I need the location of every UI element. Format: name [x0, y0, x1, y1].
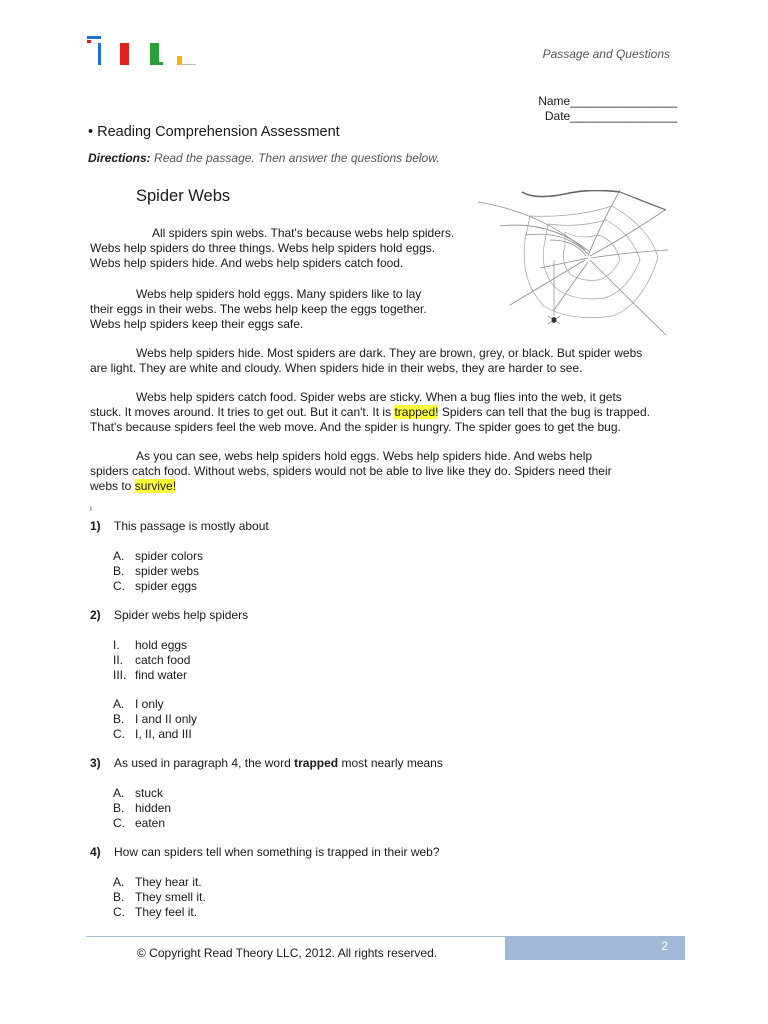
- option-letter: C.: [113, 726, 125, 741]
- paragraph-line: spiders catch food. Without webs, spiders would not be able to live like they do. Spiders need their: [90, 463, 612, 478]
- directions-text: Read the passage. Then answer the questions below.: [150, 151, 440, 165]
- option-text: They hear it.: [135, 875, 202, 889]
- paragraph-line: Webs help spiders keep their eggs safe.: [90, 316, 304, 331]
- answer-option[interactable]: [113, 816, 171, 831]
- statement-numeral: II.: [113, 652, 124, 667]
- question-3: [90, 756, 443, 771]
- option-text: spider eggs: [135, 578, 198, 593]
- paragraph-line: As you can see, webs help spiders hold eggs. Webs help spiders hide. And webs help: [136, 449, 593, 463]
- highlight-survive: survive!: [134, 478, 177, 493]
- paragraph-line: Webs help spiders do three things. Webs help spiders hold eggs.: [90, 240, 436, 255]
- option-letter: A.: [113, 786, 125, 800]
- assessment-title: • Reading Comprehension Assessment: [88, 124, 340, 140]
- question-number: 2): [90, 608, 101, 622]
- directions-label: Directions:: [88, 151, 151, 165]
- spider-web-illustration: [470, 190, 670, 338]
- statement-item: [113, 653, 190, 668]
- option-text: I and II only: [135, 711, 198, 726]
- option-text: They smell it.: [135, 889, 206, 904]
- answer-option[interactable]: [113, 905, 206, 920]
- passage-paragraph-3: [90, 346, 642, 376]
- paragraph-line: Webs help spiders catch food. Spider webs are sticky. When a bug flies into the web, it gets: [136, 390, 622, 404]
- footer-divider: [86, 936, 506, 937]
- page-number: 2: [661, 939, 668, 953]
- answer-option[interactable]: [113, 786, 171, 801]
- option-text: I, II, and III: [135, 726, 192, 741]
- passage-paragraph-5: [90, 449, 612, 493]
- option-text: They feel it.: [135, 904, 198, 919]
- question-number: 1): [90, 519, 101, 533]
- paragraph-line: their eggs in their webs. The webs help keep the eggs together.: [90, 301, 427, 316]
- question-4-options: [113, 875, 206, 919]
- answer-option[interactable]: [113, 564, 203, 579]
- answer-option[interactable]: [113, 890, 206, 905]
- answer-option[interactable]: [113, 801, 171, 816]
- question-1: [90, 519, 269, 534]
- footer-page-box: [505, 936, 685, 960]
- passage-paragraph-2: [90, 287, 427, 331]
- statement-numeral: I.: [113, 638, 120, 652]
- text-run: webs to: [90, 478, 135, 493]
- question-4: [90, 845, 440, 860]
- directions: [88, 151, 440, 165]
- answer-option[interactable]: [113, 549, 203, 564]
- option-letter: B.: [113, 889, 125, 904]
- paragraph-line: Webs help spiders hide. And webs help spiders catch food.: [90, 255, 404, 270]
- paragraph-line: Webs help spiders hold eggs. Many spiders like to lay: [136, 287, 422, 301]
- paragraph-line: All spiders spin webs. That's because webs help spiders.: [152, 226, 455, 240]
- passage-paragraph-4: [90, 390, 650, 434]
- header-title: Passage and Questions: [542, 47, 670, 61]
- name-line: Name________________: [538, 94, 677, 108]
- statement-text: find water: [135, 667, 188, 682]
- option-letter: B.: [113, 563, 125, 578]
- question-3-options: [113, 786, 171, 830]
- option-text: hidden: [135, 800, 172, 815]
- option-text: I only: [135, 697, 164, 711]
- option-text: spider colors: [135, 549, 204, 563]
- paragraph-line: [90, 405, 650, 420]
- paragraph-line: are light. They are white and cloudy. When spiders hide in their webs, they are harder to see.: [90, 360, 583, 375]
- option-letter: C.: [113, 904, 125, 919]
- answer-option[interactable]: [113, 875, 206, 890]
- passage-paragraph-1: [90, 226, 454, 270]
- question-2: [90, 608, 248, 623]
- passage-title: Spider Webs: [136, 187, 231, 205]
- question-text: As used in paragraph 4, the word: [114, 756, 295, 770]
- highlight-trapped: trapped!: [394, 404, 439, 419]
- answer-option[interactable]: [113, 697, 197, 712]
- statement-item: [113, 638, 190, 653]
- date-line: Date________________: [544, 109, 677, 123]
- paragraph-line: That's because spiders feel the web move. And the spider is hungry. The spider goes to get the bug.: [90, 419, 621, 434]
- question-text: How can spiders tell when something is trapped in their web?: [114, 845, 440, 859]
- statement-text: catch food: [135, 652, 191, 667]
- question-number: 3): [90, 756, 101, 770]
- paragraph-line: [90, 479, 612, 494]
- question-text: Spider webs help spiders: [114, 608, 249, 622]
- answer-option[interactable]: [113, 712, 197, 727]
- question-1-options: [113, 549, 203, 593]
- answer-option[interactable]: [113, 579, 203, 594]
- question-keyword: trapped: [294, 756, 339, 770]
- option-letter: A.: [113, 875, 125, 889]
- answer-option[interactable]: [113, 727, 197, 742]
- statement-text: hold eggs: [135, 638, 188, 652]
- copyright-notice: © Copyright Read Theory LLC, 2012. All rights reserved.: [137, 946, 438, 960]
- question-text: This passage is mostly about: [114, 519, 269, 533]
- statement-numeral: III.: [113, 667, 127, 682]
- option-letter: A.: [113, 549, 125, 563]
- option-text: eaten: [135, 815, 166, 830]
- statement-item: [113, 668, 190, 683]
- text-run: Spiders can tell that the bug is trapped.: [438, 404, 650, 419]
- read-theory-logo: [84, 36, 196, 66]
- option-letter: C.: [113, 578, 125, 593]
- option-text: spider webs: [135, 563, 200, 578]
- option-letter: B.: [113, 800, 125, 815]
- option-text: stuck: [135, 786, 164, 800]
- option-letter: B.: [113, 711, 125, 726]
- text-run: stuck. It moves around. It tries to get out. But it can't. It is: [90, 404, 395, 419]
- paragraph-marker: ι: [90, 504, 92, 513]
- question-2-statements: [113, 638, 190, 682]
- question-number: 4): [90, 845, 101, 859]
- name-date-block: [538, 94, 677, 124]
- option-letter: A.: [113, 697, 125, 711]
- question-2-options: [113, 697, 197, 741]
- option-letter: C.: [113, 815, 125, 830]
- paragraph-line: Webs help spiders hide. Most spiders are dark. They are brown, grey, or black. But spider webs: [136, 346, 643, 360]
- question-text: most nearly means: [338, 756, 443, 770]
